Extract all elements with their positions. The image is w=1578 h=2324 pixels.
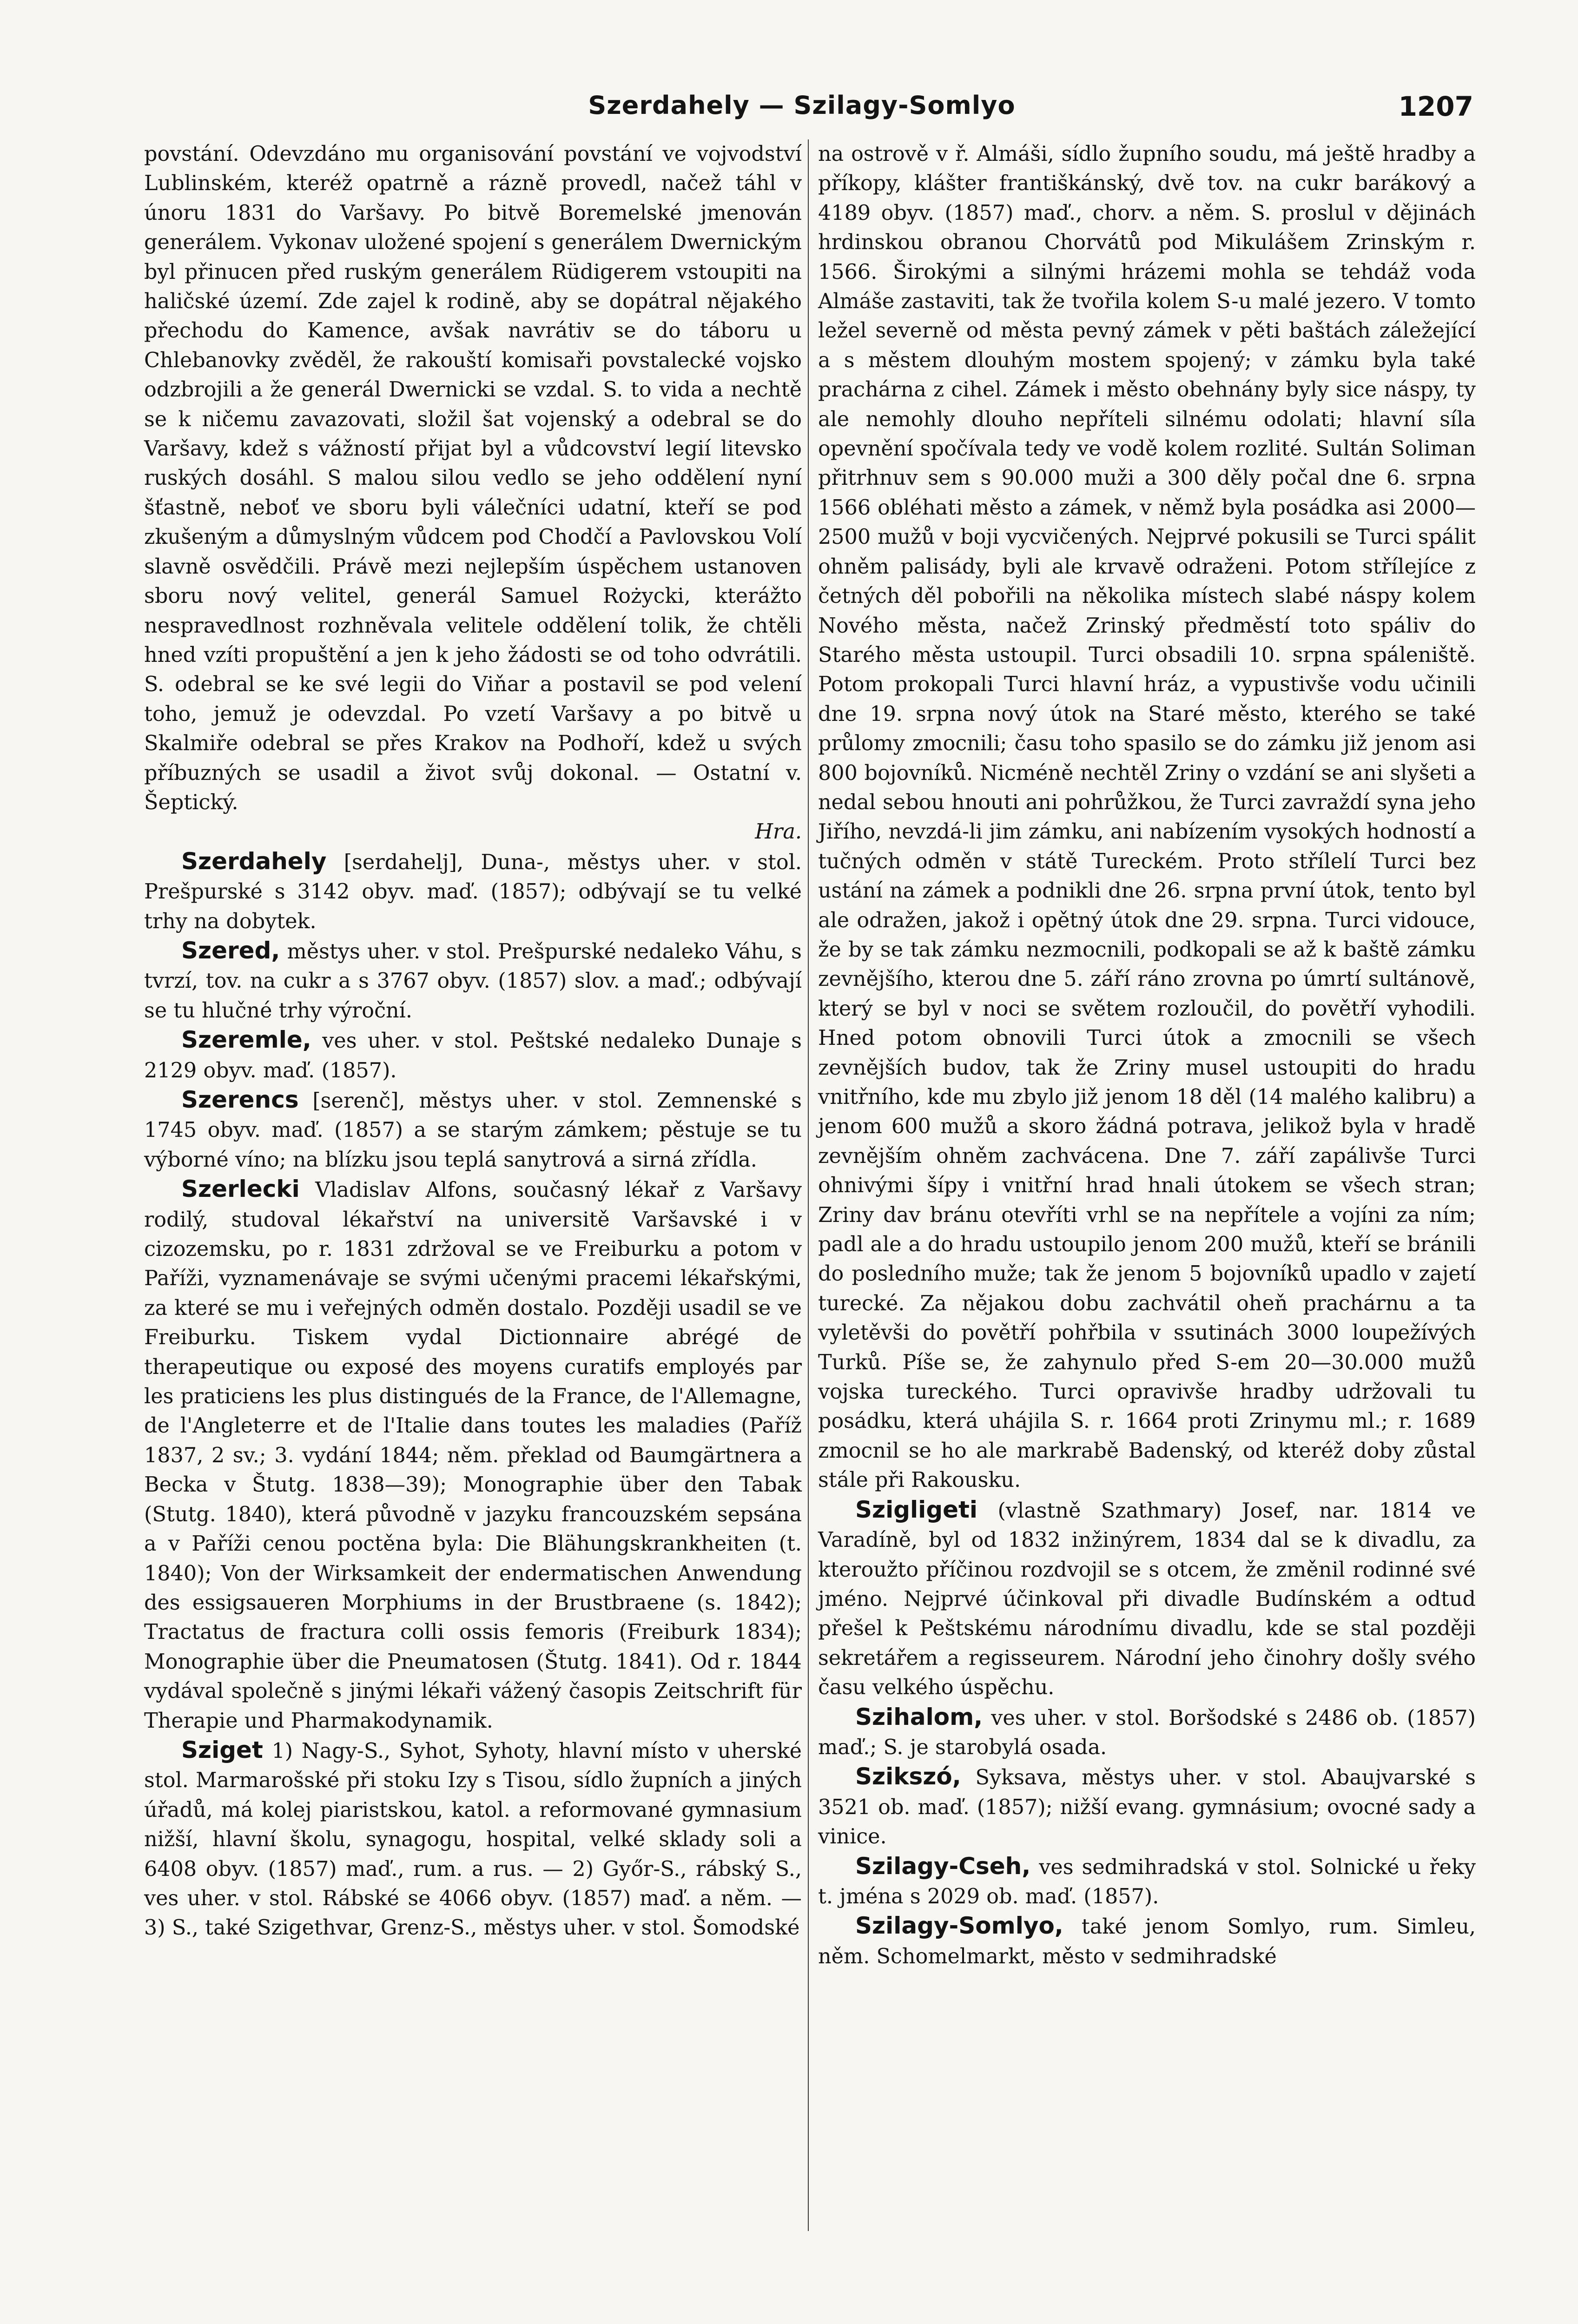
headword: Szerlecki bbox=[181, 1175, 300, 1203]
headword: Szered, bbox=[181, 937, 280, 964]
entry-szilagy-cseh bbox=[818, 1852, 1476, 1912]
entry-body: Vladislav Alfons, současný lékař z Varšavy rodilý, studoval lékařství na universitě Varšavské i v cizozemsku, po r. 1831 zdržoval se ve Freiburku a potom v Paříži, vyznamenávaje se svými učenými pracemi lékařskými, za které se mu i veřejných odměn dostalo. Později usadil se ve Freiburku. Tiskem vydal Dictionnaire abrégé de therapeutique ou exposé des moyens curatifs employés par les praticiens les plus distingués de la France, de l'Allemagne, de l'Angleterre et de l'Italie dans toutes les maladies (Paříž 1837, 2 sv.; 3. vydání 1844; něm. překlad od Baumgärtnera a Becka v Štutg. 1838—39); Monographie über den Tabak (Stutg. 1840), která původně v jazyku francouzském sepsána a v Paříži cenou poctěna byla: Die Blähungskrankheiten (t. 1840); Von der Wirksamkeit der endermatischen Anwendung des essigsaueren Morphiums in der Brustbraene (s. 1842); Tractatus de fractura colli ossis femoris (Freiburk 1834); Monographie über die Pneumatosen (Štutg. 1841). Od r. 1844 vydával společně s jinými lékaři vážený časopis Zeitschrift für Therapie und Pharmakodynamik. bbox=[144, 1178, 802, 1733]
running-title: Szerdahely — Szilagy-Somlyo bbox=[588, 91, 1016, 120]
author-signature: Hra. bbox=[755, 820, 802, 844]
column-divider bbox=[808, 139, 809, 2231]
entry-body: ves uher. v stol. Boršodské s 2486 ob. (1857) maď.; S. je starobylá osada. bbox=[818, 1706, 1476, 1759]
headword: Szihalom, bbox=[855, 1703, 983, 1730]
headword: Szerdahely bbox=[181, 847, 327, 875]
entry-body: ves uher. v stol. Peštské nedaleko Dunaje s 2129 obyv. maď. (1857). bbox=[144, 1029, 802, 1083]
entry-body: také jenom Somlyo, rum. Simleu, něm. Schomelmarkt, město v sedmihradské bbox=[818, 1915, 1476, 1968]
entry-szihalom bbox=[818, 1703, 1476, 1763]
continuation-text: na ostrově v ř. Almáši, sídlo župního soudu, má ještě hradby a příkopy, klášter františkánský, dvě tov. na cukr barákový a 4189 obyv. (1857) maď., chorv. a něm. S. proslul v dějinách hrdinskou obranou Chorvátů pod Mikulášem Zrinským r. 1566. Širokými a silnými hrázemi mohla se tehdáž voda Almáše zastaviti, tak že tvořila kolem S-u malé jezero. V tomto ležel severně od města pevný zámek v pěti baštách záležející a s městem dlouhým mostem spojený; v zámku byla také prachárna z cihel. Zámek i město obehnány byly sice náspy, ty ale nemohly dlouho nepříteli silnému odolati; hlavní síla opevnění spočívala tedy ve vodě kolem rozlité. Sultán Soliman přitrhnuv sem s 90.000 muži a 300 děly počal dne 6. srpna 1566 obléhati město a zámek, v němž byla posádka asi 2000—2500 mužů v boji vycvičených. Nejprvé pokusili se Turci spálit ohněm palisády, byli ale krvavě odraženi. Potom střílejíce z četných děl pobořili na několika místech slabé náspy kolem Nového města, načež Zrinský předměstí toto spáliv do Starého města ustoupil. Turci obsadili 10. srpna spáleniště. Potom prokopali Turci hlavní hráz, a vypustivše vodu učinili dne 19. srpna nový útok na Staré město, kterého se také průlomy zmocnili; času toho spasilo se do zámku již jenom asi 800 bojovníků. Nicméně nechtěl Zriny o vzdání se ani slyšeti a nedal sebou hnouti ani pohrůžkou, že Turci zavraždí syna jeho Jiřího, nevzdá-li jim zámku, ani nabízením vysokých hodností a tučných odměn v státě Tureckém. Proto střílelí Turci bez ustání na zámek a podnikli dne 26. srpna první útok, tento byl ale odražen, jakož i opětný útok dne 29. srpna. Turci vidouce, že by se tak zámku nezmocnili, podkopali se až k baště zámku zevnějšího, kterou dne 5. září ráno zrovna po úmrtí sultánově, který se byl v noci se světem rozloučil, do povětří vyhodili. Hned potom obnovili Turci útok a zmocnili se všech zevnějších budov, tak že Zriny musel ustoupiti do hradu vnitřního, kde mu zbylo již jenom 18 děl (14 malého kalibru) a jenom 600 mužů a skoro žádná potrava, jelikož byla v hradě zevnějším ohněm zachvácena. Dne 7. září zapálivše Turci ohnivými šípy i vnitřní hrad hnali útokem se všech stran; Zriny dav bránu otevříti vrhl se na nepřítele a vojíni za ním; padl ale a do hradu ustoupilo jenom 200 mužů, kteří se bránili do posledního muže; tak že jenom 5 bojovníků upadlo v zajetí turecké. Za nějakou dobu zachvátil oheň prachárnu a ta vyletěvši do povětří pohřbila v ssutinách 3000 loupežívých Turků. Píše se, že zahynulo před S-em 20—30.000 mužů vojska tureckého. Turci opravivše hradby udržovali tu posádku, která uhájila S. r. 1664 proti Zrinymu ml.; r. 1689 zmocnil se ho ale markrabě Badenský, od kteréž doby zůstal stále při Rakousku. bbox=[818, 142, 1476, 1492]
headword: Szilagy-Somlyo, bbox=[855, 1912, 1063, 1940]
entry-body: (vlastně Szathmary) Josef, nar. 1814 ve Varadíně, byl od 1832 inžinýrem, 1834 dal se k divadlu, za kteroužto příčinou rozdvojil se s otcem, že změnil rodinné své jméno. Nejprvé účinkoval při divadle Budínském a odtud přešel k Peštskému národnímu divadlu, kde se stal později sekretářem a regisseurem. Národní jeho činohry došly svého času velkého úspěchu. bbox=[818, 1499, 1476, 1700]
entry-body: 1) Nagy-S., Syhot, Syhoty, hlavní místo v uherské stol. Marmarošské při stoku Izy s Tisou, sídlo župních a jiných úřadů, má kolej piaristskou, katol. a reformované gymnasium nižší, hlavní školu, synagogu, hospital, velké sklady soli a 6408 obyv. (1857) maď., rum. a rus. — 2) Győr-S., rábský S., ves uher. v stol. Rábské se 4066 obyv. (1857) maď. a něm. — 3) S., také Szigethvar, Grenz-S., městys uher. v stol. Šomodské bbox=[144, 1739, 802, 1940]
entry-szered bbox=[144, 936, 802, 1025]
page-header bbox=[130, 91, 1473, 128]
entry-szigligeti bbox=[818, 1495, 1476, 1703]
entry-body: ves sedmihradská v stol. Solnické u řeky t. jména s 2029 ob. maď. (1857). bbox=[818, 1855, 1476, 1908]
entry-szerdahely bbox=[144, 847, 802, 936]
headword: Szeremle, bbox=[181, 1026, 311, 1054]
entry-body: městys uher. v stol. Prešpurské nedaleko Váhu, s tvrzí, tov. na cukr a s 3767 obyv. (1857) slov. a maď.; odbývají se tu hlučné trhy výroční. bbox=[144, 939, 802, 1023]
right-column bbox=[818, 139, 1476, 1971]
page-number: 1207 bbox=[1398, 91, 1473, 122]
entry-body: [serdahelj], Duna-, městys uher. v stol. Prešpurské s 3142 obyv. maď. (1857); odbývají se tu velké trhy na dobytek. bbox=[144, 850, 802, 933]
entry-szeremle bbox=[144, 1025, 802, 1085]
headword: Szikszó, bbox=[855, 1763, 961, 1790]
entry-body: Syksava, městys uher. v stol. Abaujvarské s 3521 ob. maď. (1857); nižší evang. gymnásium; ovocné sady a vinice. bbox=[818, 1766, 1476, 1849]
continuation-text: povstání. Odevzdáno mu organisování povstání ve vojvodství Lublinském, kteréž opatrně a rázně provedl, načež táhl v únoru 1831 do Varšavy. Po bitvě Boremelské jmenován generálem. Vykonav uložené spojení s generálem Dwernickým byl přinucen před ruským generálem Rüdigerem vstoupiti na haličské území. Zde zajel k rodině, aby se dopátral nějakého přechodu do Kamence, avšak navrátiv se do táboru u Chlebanovky zvěděl, že rakouští komisaři povstalecké vojsko odzbrojili a že generál Dwernicki se vzdal. S. to vida a nechtě se k ničemu zavazovati, složil šat vojenský a odebral se do Varšavy, kdež s vážností přijat byl a vůdcovství legií litevsko ruských dosáhl. S malou silou vedlo se jeho oddělení nyní šťastně, neboť ve sboru byli válečníci udatní, kteří se pod zkušeným a důmyslným vůdcem pod Chodčí a Pavlovskou Volí slavně osvědčili. Právě mezi nejlepším úspěchem ustanoven sboru nový velitel, generál Samuel Rożycki, kterážto nespravedlnost rozhněvala velitele oddělení tolik, že chtěli hned vzíti propuštění a jen k jeho žádosti se od toho odvrátili. S. odebral se ke své legii do Viňar a postavil se pod velení toho, jemuž je odevzdal. Po vzetí Varšavy a po bitvě u Skalmiře odebral se přes Krakov na Podhoří, kdež u svých příbuzných se usadil a život svůj dokonal. — Ostatní v. Šeptický. bbox=[144, 142, 802, 814]
entry-szerlecki bbox=[144, 1175, 802, 1736]
headword: Szerencs bbox=[181, 1086, 299, 1113]
entry-szerencs bbox=[144, 1085, 802, 1175]
headword: Szilagy-Cseh, bbox=[855, 1852, 1031, 1880]
entry-szilagy-somlyo bbox=[818, 1911, 1476, 1971]
headword: Sziget bbox=[181, 1736, 263, 1763]
entry-szikszo bbox=[818, 1762, 1476, 1851]
left-column bbox=[144, 139, 802, 1943]
entry-body: [serenč], městys uher. v stol. Zemnenské s 1745 obyv. maď. (1857) a se starým zámkem; pěstuje se tu výborné víno; na blízku jsou teplá sanytrová a sirná zřídla. bbox=[144, 1089, 802, 1172]
entry-sziget bbox=[144, 1736, 802, 1943]
headword: Szigligeti bbox=[855, 1496, 978, 1523]
